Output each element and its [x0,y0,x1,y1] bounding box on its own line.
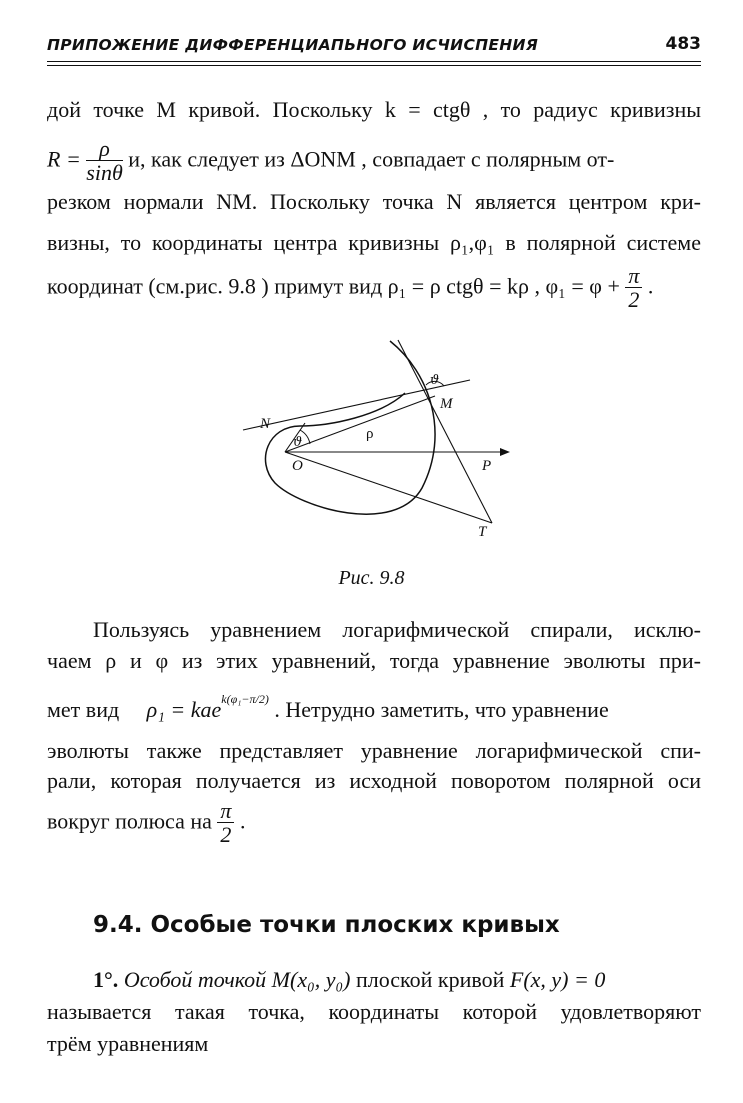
paragraph2-line3-text: . Нетрудно заметить, что уравнение [274,697,609,722]
item-number: 1°. [93,967,119,992]
paragraph3-line1 [47,967,701,993]
paragraph2-line6-text: вокруг полюса на [47,808,212,834]
paragraph1-line5 [47,265,701,312]
fraction-numerator: ρ [86,138,122,161]
paragraph1-line2 [47,138,701,185]
evolute-formula: ρ₁ = kae [146,697,222,722]
label-rho: ρ [366,426,374,442]
figure-caption: Рис. 9.8 [338,567,405,589]
point-formula: M(x₀, y₀) [271,967,351,992]
fraction-denominator: 2 [628,287,640,312]
paragraph1-line5-end: . [647,273,654,299]
fraction-denominator: sinθ [86,160,123,185]
label-O: O [292,458,303,474]
formula-R: R = [47,146,81,172]
fraction-pi-2 [625,265,642,312]
label-theta-o: ϑ [293,435,303,450]
paragraph2-line6-end: . [239,808,246,834]
paragraph3-line1-text: плоской кривой [355,967,505,992]
fraction-denominator: 2 [220,822,232,847]
page-number: 483 [665,34,701,54]
section-heading: 9.4. Особые точки плоских кривых [93,912,560,938]
paragraph2-line6 [47,800,701,847]
axis-arrow [500,448,510,456]
label-M: M [440,396,453,412]
label-P: P [482,458,492,474]
paragraph1-line5-text: координат (см.рис. 9.8 ) примут вид ρ₁ = ρ ctgθ = kρ , φ₁ = φ + [47,273,620,299]
term-singular-point: Особой точкой [123,967,267,992]
curve-formula: F(x, y) = 0 [509,967,606,992]
paragraph3-line3: трём уравнениям [47,1031,209,1056]
label-theta-m: ϑ [430,373,440,388]
paragraph1-line4: визны, то координаты центра кривизны ρ₁,φ₁ в полярной системе [47,230,701,255]
header-title: ПРИПОЖЕНИЕ ДИФФЕРЕНЦИАПЬНОГО ИСЧИСПЕНИЯ [47,36,539,54]
fraction-numerator: π [217,800,234,823]
fraction-pi-2 [217,800,234,847]
fraction-numerator: π [625,265,642,288]
paragraph3-line2: называется такая точка, координаты которой удовлетворяют [47,999,701,1024]
paragraph2-line3-prefix: мет вид [47,697,120,722]
header-rule [47,61,701,62]
header-rule-thin [47,65,701,66]
paragraph1-line3: резком нормали NM. Поскольку точка N является центром кри- [47,189,701,214]
fraction-rho-sin [86,138,122,185]
label-N: N [260,416,271,432]
label-T: T [478,524,487,540]
paragraph2-line3 [47,691,701,723]
paragraph2-line5: рали, которая получается из исходной поворотом полярной оси [47,768,701,793]
figure-9-8 [230,338,520,548]
paragraph2-line4: эволюты также представляет уравнение логарифмической спи- [47,738,701,763]
paragraph1-line2-text: и, как следует из ΔONM , совпадает с полярным от- [128,146,615,172]
paragraph2-line2: чаем ρ и φ из этих уравнений, тогда уравнение эволюты при- [47,648,701,673]
paragraph2-line1: Пользуясь уравнением логарифмической спирали, исклю- [93,617,701,642]
paragraph1-line1: дой точке M кривой. Поскольку k = ctgθ , то радиус кривизны [47,97,701,122]
evolute-exponent: k(φ₁−π/2) [221,691,269,706]
